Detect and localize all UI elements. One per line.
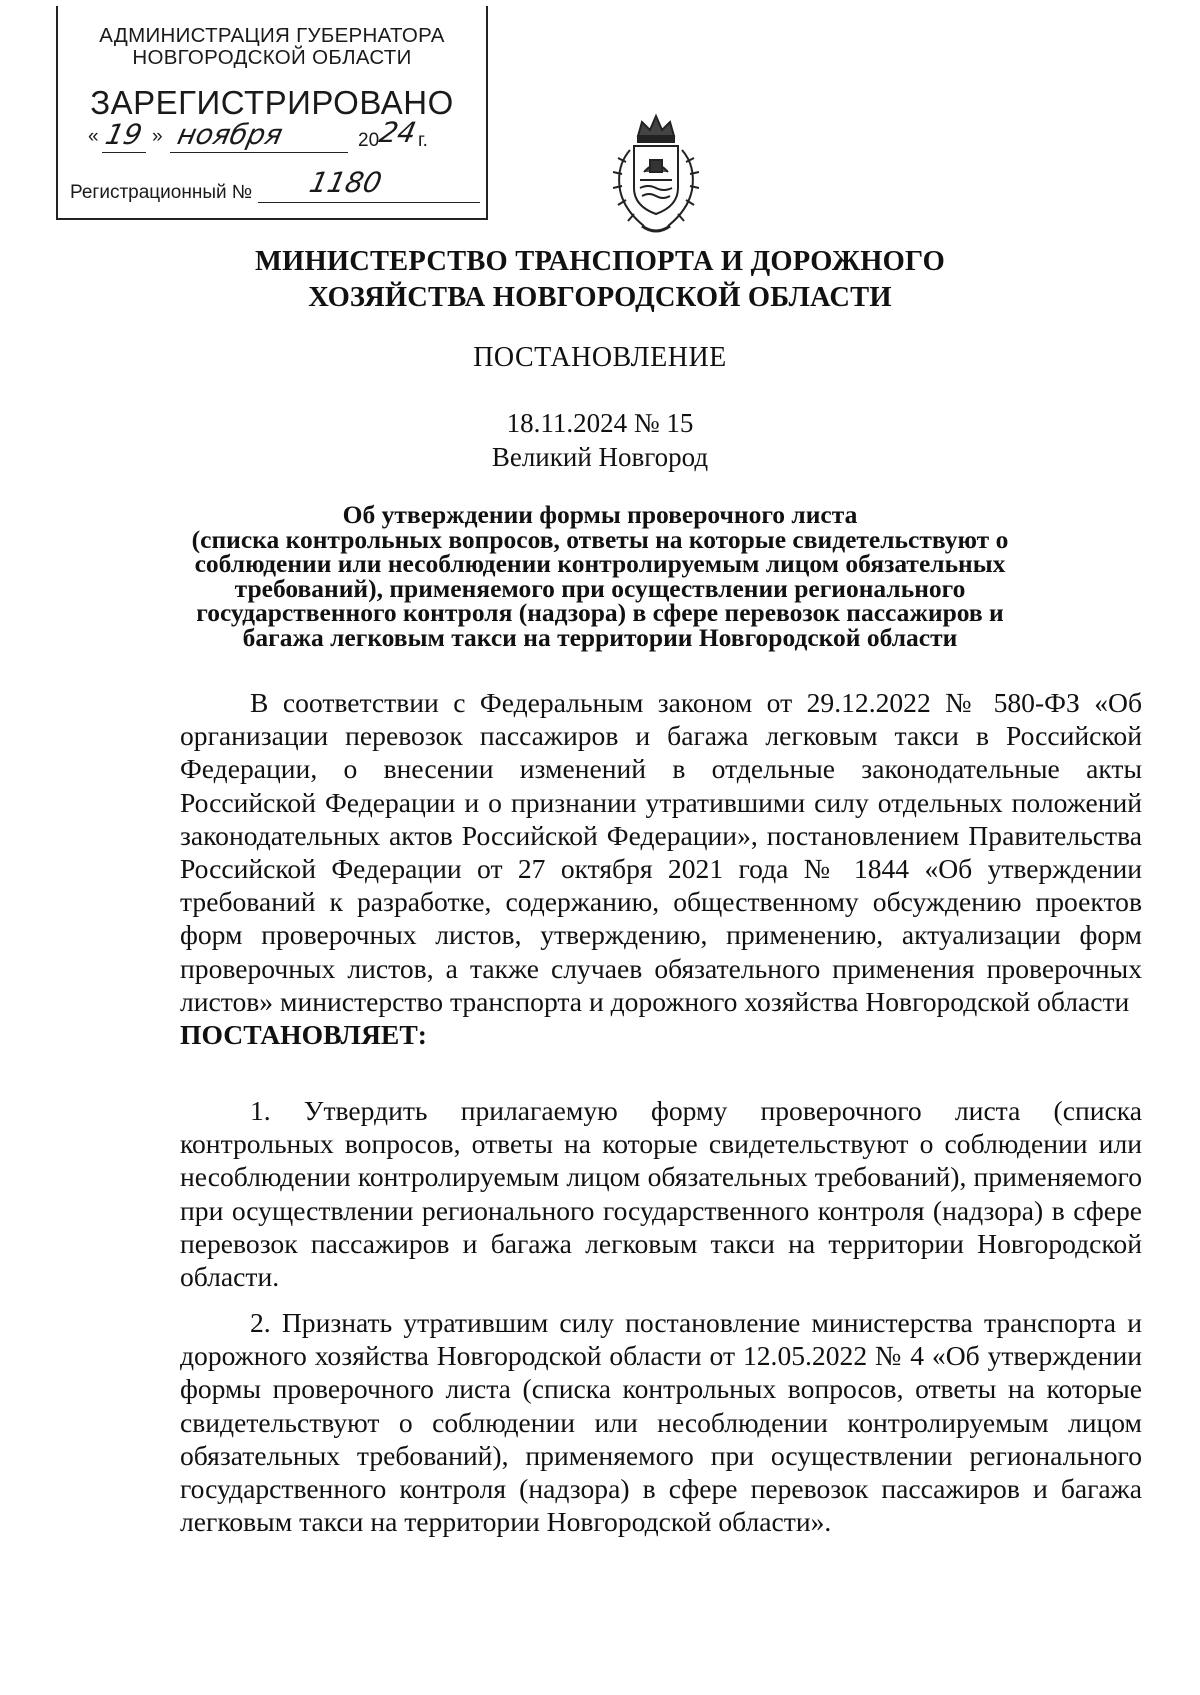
stamp-org-line1: АДМИНИСТРАЦИЯ ГУБЕРНАТОРА — [99, 24, 445, 47]
title-line: багажа легковым такси на территории Новгородской области — [242, 622, 958, 652]
registration-stamp — [56, 6, 488, 220]
ministry-name — [0, 244, 1200, 316]
item-1-paragraph — [180, 1094, 1142, 1293]
stamp-year-prefix: 20 — [358, 130, 380, 151]
item-2-text: 2. Признать утратившим силу постановление министерства транспорта и дорожного хозяйства Новгородской области от 12.05.2022 № 4 «Об утверждении формы проверочного листа (списка контрольных вопросов, ответы на которые свидетельствуют о соблюдении или несоблюдении контролируемым лицом обязательных требований), применяемого при осуществлении регионального государственного контроля (надзора) в сфере перевозок пассажиров и багажа легковым такси на территории Новгородской области». — [180, 1307, 1142, 1538]
document-title — [0, 500, 1200, 652]
stamp-reg-number: 1180 — [306, 166, 385, 199]
coat-of-arms-icon — [604, 110, 708, 242]
ministry-line2: ХОЗЯЙСТВА НОВГОРОДСКОЙ ОБЛАСТИ — [308, 282, 892, 313]
stamp-quote-open: « — [88, 126, 99, 147]
title-line: соблюдении или несоблюдении контролируемым лицом обязательных — [194, 549, 1006, 578]
stamp-date-day: 19 — [102, 118, 146, 151]
title-line: (списка контрольных вопросов, ответы на которые свидетельствуют о — [191, 524, 1009, 554]
date-block — [0, 406, 1200, 474]
decree-word: ПОСТАНОВЛЯЕТ: — [180, 1019, 427, 1051]
stamp-month-line — [170, 152, 348, 153]
document-city: Великий Новгород — [491, 442, 709, 472]
stamp-reg-label: Регистрационный № — [70, 182, 253, 203]
stamp-quote-close: » — [152, 126, 163, 147]
stamp-day-line — [102, 152, 146, 153]
document-date-number: 18.11.2024 № 15 — [506, 408, 694, 438]
stamp-year-g: г. — [418, 130, 428, 151]
stamp-registered-label: ЗАРЕГИСТРИРОВАНО — [90, 84, 454, 121]
ministry-line1: МИНИСТЕРСТВО ТРАНСПОРТА И ДОРОЖНОГО — [254, 246, 946, 277]
title-line: государственного контроля (надзора) в сфере перевозок пассажиров и — [196, 598, 1004, 627]
title-line: требований), применяемого при осуществлении регионального — [234, 573, 966, 603]
stamp-reg-line — [258, 202, 480, 203]
title-line: Об утверждении формы проверочного листа — [342, 500, 858, 529]
document-type: ПОСТАНОВЛЕНИЕ — [473, 342, 727, 373]
preamble-paragraph — [180, 686, 1142, 1051]
item-2-paragraph — [180, 1306, 1142, 1538]
stamp-org-line2: НОВГОРОДСКОЙ ОБЛАСТИ — [132, 46, 412, 69]
stamp-year-suffix: 24 — [376, 116, 420, 149]
stamp-date-month: ноября — [174, 118, 286, 151]
item-1-text: 1. Утвердить прилагаемую форму проверочного листа (списка контрольных вопросов, ответы на которые свидетельствуют о соблюдении или несоблюдении контролируемым лицом обязательных требований), применяемого при осуществлении регионального государственного контроля (надзора) в сфере перевозок пассажиров и багажа легковым такси на территории Новгородской области. — [180, 1095, 1142, 1293]
preamble-text: В соответствии с Федеральным законом от 29.12.2022 № 580-ФЗ «Об организации перевозок пассажиров и багажа легковым такси в Российской Федерации, о внесении изменений в отдельные законодательные акты Российской Федерации и о признании утратившими силу отдельных положений законодательных актов Российской Федерации», постановлением Правительства Российской Федерации от 27 октября 2021 года № 1844 «Об утверждении требований к разработке, содержанию, общественному обсуждению проектов форм проверочных листов, утверждению, применению, актуализации форм проверочных листов, а также случаев обязательного применения проверочных листов» министерство транспорта и дорожного хозяйства Новгородской области — [180, 687, 1142, 1017]
